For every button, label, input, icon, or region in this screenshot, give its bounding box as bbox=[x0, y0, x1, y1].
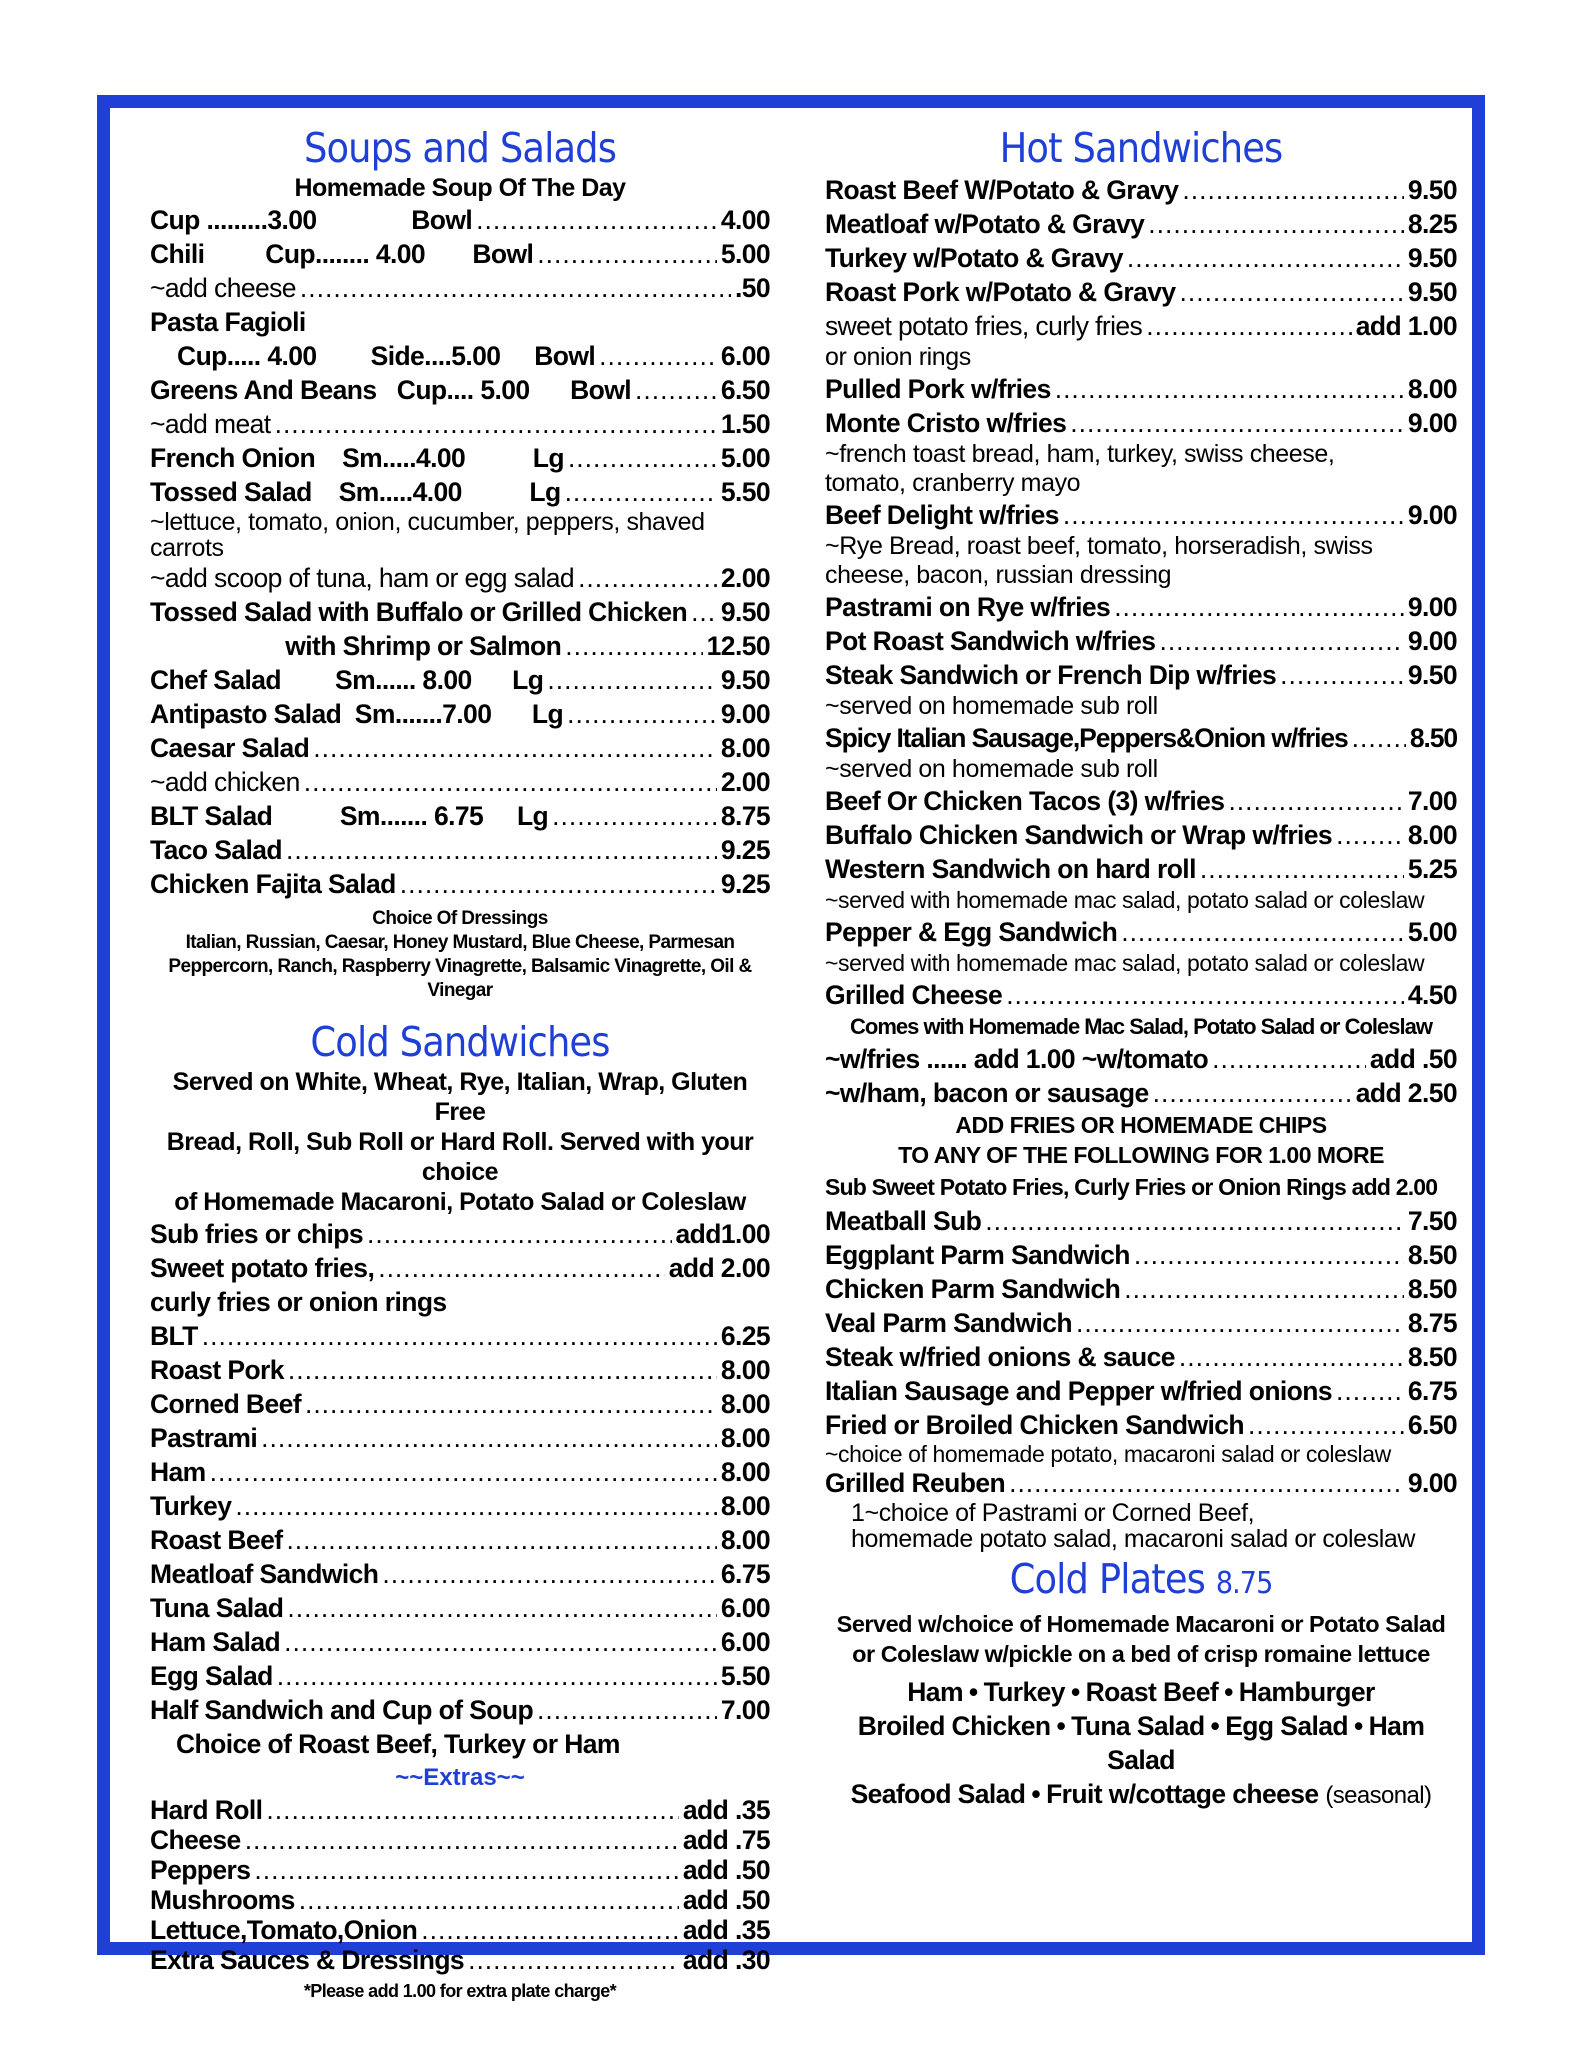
leader-dots bbox=[421, 1915, 679, 1945]
item-price: 8.00 bbox=[720, 733, 770, 763]
leader-dots bbox=[1336, 818, 1404, 852]
item-name: Buffalo Chicken Sandwich or Wrap w/fries bbox=[825, 820, 1333, 850]
leader-dots bbox=[599, 339, 717, 373]
soup-of-day: Homemade Soup Of The Day bbox=[294, 174, 626, 202]
item-name: Chili Cup........ 4.00 Bowl bbox=[150, 239, 534, 269]
menu-item-row bbox=[150, 731, 770, 765]
soups-salads-list bbox=[150, 203, 770, 509]
item-name: Meatloaf Sandwich bbox=[150, 1559, 379, 1589]
item-price: 7.00 bbox=[720, 1695, 770, 1725]
leader-dots bbox=[277, 1659, 717, 1693]
leader-dots bbox=[288, 1353, 717, 1387]
menu-item-row bbox=[150, 271, 770, 305]
item-price: 8.00 bbox=[720, 1389, 770, 1419]
left-column bbox=[150, 123, 770, 2003]
item-price: 5.00 bbox=[720, 239, 770, 269]
menu-item-row bbox=[150, 629, 770, 663]
item-price: add .50 bbox=[682, 1855, 770, 1885]
soups-salads-heading: Soups and Salads bbox=[303, 124, 617, 172]
cold-plate-item: Roast Beef bbox=[1085, 1677, 1219, 1707]
item-name: ~add scoop of tuna, ham or egg salad bbox=[150, 563, 575, 593]
cold-plates-title: Cold Plates bbox=[1009, 1555, 1205, 1603]
item-price: 5.50 bbox=[720, 1661, 770, 1691]
comes-with: Comes with Homemade Mac Salad, Potato Salad or Coleslaw bbox=[850, 1014, 1432, 1039]
leader-dots bbox=[1127, 241, 1404, 275]
sweet-potato-row-2: curly fries or onion rings bbox=[150, 1287, 447, 1317]
item-name: Chicken Parm Sandwich bbox=[825, 1274, 1121, 1304]
menu-item-row bbox=[150, 1825, 770, 1855]
item-name: Beef Or Chicken Tacos (3) w/fries bbox=[825, 786, 1225, 816]
item-price: 9.50 bbox=[720, 597, 770, 627]
leader-dots bbox=[468, 1945, 679, 1975]
extras-list bbox=[150, 1795, 770, 1975]
item-price: 9.25 bbox=[720, 869, 770, 899]
leader-dots bbox=[1124, 1272, 1404, 1306]
menu-item-row bbox=[825, 1306, 1457, 1340]
reuben-note-1: 1~choice of Pastrami or Corned Beef, bbox=[851, 1499, 1255, 1527]
leader-dots bbox=[1280, 658, 1404, 692]
bullet-separator: • bbox=[1056, 1711, 1066, 1741]
menu-item-row bbox=[825, 275, 1457, 309]
item-price: 8.75 bbox=[720, 801, 770, 831]
menu-item-row bbox=[825, 1272, 1457, 1306]
dressings-line-2: Peppercorn, Ranch, Raspberry Vinagrette, Balsamic Vinagrette, Oil & Vinegar bbox=[168, 956, 752, 1001]
item-name: Caesar Salad bbox=[150, 733, 310, 763]
dressings-line-1: Italian, Russian, Caesar, Honey Mustard, Blue Cheese, Parmesan bbox=[185, 932, 735, 953]
item-name: Steak w/fried onions & sauce bbox=[825, 1342, 1175, 1372]
menu-item-row bbox=[825, 818, 1457, 852]
item-name: Antipasto Salad Sm.......7.00 Lg bbox=[150, 699, 564, 729]
item-name: with Shrimp or Salmon bbox=[150, 631, 562, 661]
extras-footnote: *Please add 1.00 for extra plate charge* bbox=[303, 1981, 617, 2001]
item-price: 6.00 bbox=[720, 1627, 770, 1657]
leader-dots bbox=[1179, 275, 1403, 309]
cold-intro-1: Served on White, Wheat, Rye, Italian, Wrap, Gluten Free bbox=[172, 1068, 748, 1126]
menu-item-row bbox=[150, 441, 770, 475]
leader-dots bbox=[202, 1319, 717, 1353]
item-name: Cup .........3.00 Bowl bbox=[150, 205, 473, 235]
menu-item-row bbox=[150, 765, 770, 799]
item-name: Turkey bbox=[150, 1491, 232, 1521]
bullet-separator: • bbox=[968, 1677, 978, 1707]
menu-item-row bbox=[150, 1855, 770, 1885]
leader-dots bbox=[305, 1387, 717, 1421]
cold-plate-item: Seafood Salad bbox=[850, 1779, 1026, 1809]
menu-item-row bbox=[825, 1238, 1457, 1272]
half-sandwich-choice: Choice of Roast Beef, Turkey or Ham bbox=[176, 1729, 620, 1759]
leader-dots bbox=[547, 663, 716, 697]
menu-item-row bbox=[150, 475, 770, 509]
mac-note-2: ~served with homemade mac salad, potato salad or coleslaw bbox=[825, 950, 1425, 976]
leader-dots bbox=[210, 1455, 717, 1489]
item-price: 6.00 bbox=[720, 1593, 770, 1623]
item-name: Cheese bbox=[150, 1825, 241, 1855]
cold-sandwich-list bbox=[150, 1319, 770, 1727]
item-price: add .30 bbox=[682, 1945, 770, 1975]
item-price: 2.00 bbox=[720, 563, 770, 593]
cold-plates-intro-2: or Coleslaw w/pickle on a bed of crisp romaine lettuce bbox=[852, 1641, 1430, 1667]
cold-plate-item: Ham Salad bbox=[1107, 1711, 1425, 1775]
item-price: add .35 bbox=[682, 1795, 770, 1825]
leader-dots bbox=[382, 1557, 716, 1591]
beef-note-2: cheese, bacon, russian dressing bbox=[825, 561, 1172, 589]
pulled-pork-row: Pulled Pork w/fries ..... 8.00 bbox=[825, 372, 1457, 406]
bullet-separator: • bbox=[1031, 1779, 1041, 1809]
cold-plate-item: Tuna Salad bbox=[1071, 1711, 1205, 1741]
leader-dots bbox=[1148, 207, 1404, 241]
w-fries-row: ~w/fries ...... add 1.00 ~w/tomato ..... add .50 bbox=[825, 1042, 1457, 1076]
item-price: 8.00 bbox=[1407, 820, 1457, 850]
item-price: 9.00 bbox=[1407, 592, 1457, 622]
item-name: Pastrami bbox=[150, 1423, 258, 1453]
menu-item-row bbox=[825, 784, 1457, 818]
grilled-cheese-row: Grilled Cheese ..... 4.50 bbox=[825, 978, 1457, 1012]
item-name: Cup..... 4.00 Side....5.00 Bowl bbox=[150, 341, 596, 371]
sweet-potato-row: Sweet potato fries, ..... add 2.00 bbox=[150, 1251, 770, 1285]
item-name: Meatloaf w/Potato & Gravy bbox=[825, 209, 1145, 239]
menu-item-row bbox=[150, 237, 770, 271]
menu-frame bbox=[97, 95, 1485, 2001]
item-name: Tossed Salad with Buffalo or Grilled Chicken bbox=[150, 597, 688, 627]
cold-plate-item: Hamburger bbox=[1238, 1677, 1375, 1707]
menu-item-row bbox=[150, 1387, 770, 1421]
menu-item-row bbox=[825, 1340, 1457, 1374]
item-name: Egg Salad bbox=[150, 1661, 273, 1691]
menu-item-row bbox=[150, 1659, 770, 1693]
leader-dots bbox=[287, 1591, 716, 1625]
item-price: 9.50 bbox=[1407, 277, 1457, 307]
pepper-egg-row: Pepper & Egg Sandwich ..... 5.00 bbox=[825, 915, 1457, 949]
item-name: Turkey w/Potato & Gravy bbox=[825, 243, 1123, 273]
leader-dots bbox=[304, 765, 717, 799]
menu-item-row bbox=[150, 1693, 770, 1727]
item-name: Fried or Broiled Chicken Sandwich bbox=[825, 1410, 1245, 1440]
item-price: 7.00 bbox=[1407, 786, 1457, 816]
sub-sweet-line: Sub Sweet Potato Fries, Curly Fries or Onion Rings add 2.00 bbox=[825, 1174, 1438, 1200]
item-name: Corned Beef bbox=[150, 1389, 301, 1419]
menu-item-row bbox=[150, 1625, 770, 1659]
menu-item-row bbox=[150, 407, 770, 441]
menu-item-row bbox=[150, 697, 770, 731]
leader-dots bbox=[261, 1421, 717, 1455]
item-price: 6.50 bbox=[720, 375, 770, 405]
leader-dots bbox=[985, 1204, 1404, 1238]
leader-dots bbox=[313, 731, 717, 765]
item-price: 8.50 bbox=[1407, 1274, 1457, 1304]
item-name: Greens And Beans Cup.... 5.00 Bowl bbox=[150, 375, 631, 405]
leader-dots bbox=[1200, 852, 1404, 886]
item-name: Half Sandwich and Cup of Soup bbox=[150, 1695, 534, 1725]
sweet-note-2: or onion rings bbox=[825, 343, 971, 371]
item-name: Chicken Fajita Salad bbox=[150, 869, 396, 899]
item-name: ~add meat bbox=[150, 409, 271, 439]
menu-item-row bbox=[825, 173, 1457, 207]
item-name: ~add cheese bbox=[150, 273, 296, 303]
sub-fries-row: Sub fries or chips ..... add1.00 bbox=[150, 1217, 770, 1251]
cold-plates-price: 8.75 bbox=[1215, 1566, 1273, 1601]
item-name: Ham bbox=[150, 1457, 206, 1487]
item-price: 9.25 bbox=[720, 835, 770, 865]
w-ham-row: ~w/ham, bacon or sausage ..... add 2.50 bbox=[825, 1076, 1457, 1110]
item-price: add .35 bbox=[682, 1915, 770, 1945]
monte-note-1: ~french toast bread, ham, turkey, swiss cheese, bbox=[825, 440, 1335, 468]
menu-item-row bbox=[150, 663, 770, 697]
leader-dots bbox=[1076, 1306, 1404, 1340]
dressings-title: Choice Of Dressings bbox=[372, 908, 548, 929]
menu-item-row bbox=[150, 1795, 770, 1825]
beef-delight-row: Beef Delight w/fries ..... 9.00 bbox=[825, 498, 1457, 532]
menu-item-row bbox=[150, 1421, 770, 1455]
item-name: Hard Roll bbox=[150, 1795, 263, 1825]
menu-item-row bbox=[150, 1915, 770, 1945]
leader-dots bbox=[1134, 1238, 1404, 1272]
leader-dots bbox=[1182, 173, 1403, 207]
item-price: 8.00 bbox=[720, 1423, 770, 1453]
item-price: 9.50 bbox=[720, 665, 770, 695]
menu-item-row bbox=[825, 1408, 1457, 1442]
add-fries-1: ADD FRIES OR HOMEMADE CHIPS bbox=[955, 1112, 1327, 1138]
item-name: Steak Sandwich or French Dip w/fries bbox=[825, 660, 1277, 690]
menu-item-row bbox=[150, 1455, 770, 1489]
sub-roll-note-1: ~served on homemade sub roll bbox=[825, 692, 1158, 720]
hot-list-3 bbox=[825, 784, 1457, 886]
menu-item-row bbox=[150, 1353, 770, 1387]
cold-plate-item: Turkey bbox=[983, 1677, 1065, 1707]
item-name: Veal Parm Sandwich bbox=[825, 1308, 1072, 1338]
cold-plate-item: Fruit w/cottage cheese bbox=[1046, 1779, 1319, 1809]
item-price: 4.00 bbox=[720, 205, 770, 235]
bullet-separator: • bbox=[1353, 1711, 1363, 1741]
menu-item-row bbox=[825, 624, 1457, 658]
item-price: 8.00 bbox=[720, 1491, 770, 1521]
item-price: add .50 bbox=[682, 1885, 770, 1915]
item-name: Peppers bbox=[150, 1855, 251, 1885]
item-name: Eggplant Parm Sandwich bbox=[825, 1240, 1130, 1270]
monte-cristo-row: Monte Cristo w/fries ..... 9.00 bbox=[825, 406, 1457, 440]
menu-item-row bbox=[150, 1319, 770, 1353]
menu-item-row bbox=[150, 203, 770, 237]
item-price: 9.50 bbox=[1407, 175, 1457, 205]
menu-item-row bbox=[150, 1557, 770, 1591]
item-price: 8.75 bbox=[1407, 1308, 1457, 1338]
leader-dots bbox=[299, 1885, 679, 1915]
menu-item-row bbox=[150, 595, 770, 629]
item-price: 7.50 bbox=[1407, 1206, 1457, 1236]
item-price: 6.75 bbox=[1407, 1376, 1457, 1406]
menu-item-row bbox=[825, 852, 1457, 886]
menu-item-row bbox=[150, 339, 770, 373]
item-price: 6.75 bbox=[720, 1559, 770, 1589]
cold-intro-3: of Homemade Macaroni, Potato Salad or Coleslaw bbox=[174, 1188, 746, 1216]
menu-item-row bbox=[150, 305, 770, 339]
item-price: add .75 bbox=[682, 1825, 770, 1855]
item-price: 8.00 bbox=[720, 1355, 770, 1385]
item-price: 8.00 bbox=[720, 1525, 770, 1555]
menu-item-row bbox=[150, 799, 770, 833]
add-fries-2: TO ANY OF THE FOLLOWING FOR 1.00 MORE bbox=[898, 1142, 1384, 1168]
item-name: Tossed Salad Sm.....4.00 Lg bbox=[150, 477, 561, 507]
salads-list bbox=[150, 561, 770, 901]
menu-item-row bbox=[150, 833, 770, 867]
menu-item-row bbox=[150, 1591, 770, 1625]
leader-dots bbox=[235, 1489, 716, 1523]
item-name: Western Sandwich on hard roll bbox=[825, 854, 1196, 884]
tossed-salad-note: ~lettuce, tomato, onion, cucumber, peppers, shaved carrots bbox=[150, 508, 705, 562]
item-name: Chef Salad Sm...... 8.00 Lg bbox=[150, 665, 544, 695]
item-price: 8.25 bbox=[1407, 209, 1457, 239]
leader-dots bbox=[568, 441, 717, 475]
sweet-note-row: sweet potato fries, curly fries ..... add 1.00 bbox=[825, 309, 1457, 343]
leader-dots bbox=[552, 799, 717, 833]
leader-dots bbox=[476, 203, 717, 237]
item-price: 9.50 bbox=[1407, 243, 1457, 273]
item-name: Pasta Fagioli bbox=[150, 307, 306, 337]
menu-item-row bbox=[150, 1945, 770, 1975]
leader-dots bbox=[537, 237, 717, 271]
item-price: 12.50 bbox=[706, 631, 770, 661]
leader-dots bbox=[275, 407, 717, 441]
item-name: Pot Roast Sandwich w/fries bbox=[825, 626, 1156, 656]
item-price: 5.25 bbox=[1407, 854, 1457, 884]
menu-item-row bbox=[150, 1885, 770, 1915]
leader-dots bbox=[286, 1523, 716, 1557]
cold-sandwiches-heading: Cold Sandwiches bbox=[310, 1018, 610, 1066]
item-name: Roast Beef bbox=[150, 1525, 283, 1555]
leader-dots bbox=[565, 475, 717, 509]
cold-plates-heading bbox=[857, 1554, 1426, 1609]
item-name: ~add chicken bbox=[150, 767, 300, 797]
item-name: Extra Sauces & Dressings bbox=[150, 1945, 465, 1975]
item-name: French Onion Sm.....4.00 Lg bbox=[150, 443, 564, 473]
item-name: Mushrooms bbox=[150, 1885, 295, 1915]
cold-plate-item: Egg Salad bbox=[1225, 1711, 1348, 1741]
leader-dots bbox=[266, 1795, 678, 1825]
leader-dots bbox=[400, 867, 717, 901]
cold-plates-line-3 bbox=[825, 1777, 1457, 1813]
menu-item-row bbox=[825, 590, 1457, 624]
leader-dots bbox=[565, 629, 702, 663]
seasonal-label: (seasonal) bbox=[1325, 1782, 1432, 1809]
item-name: BLT Salad Sm....... 6.75 Lg bbox=[150, 801, 549, 831]
item-price: 9.00 bbox=[1407, 626, 1457, 656]
item-price: 9.00 bbox=[720, 699, 770, 729]
choice-note: ~choice of homemade potato, macaroni salad or coleslaw bbox=[825, 1441, 1391, 1467]
item-name: Pastrami on Rye w/fries bbox=[825, 592, 1111, 622]
hot-list-2 bbox=[825, 590, 1457, 692]
bullet-separator: • bbox=[1224, 1677, 1233, 1707]
item-price: 8.00 bbox=[720, 1457, 770, 1487]
menu-item-row bbox=[825, 1374, 1457, 1408]
spicy-sausage-row: Spicy Italian Sausage,Peppers&Onion w/fries ..... 8.50 bbox=[825, 721, 1457, 755]
bullet-separator: • bbox=[1210, 1711, 1220, 1741]
hot-sandwiches-heading: Hot Sandwiches bbox=[999, 124, 1283, 172]
item-name: Tuna Salad bbox=[150, 1593, 284, 1623]
leader-dots bbox=[1159, 624, 1403, 658]
leader-dots bbox=[578, 561, 717, 595]
cold-plates-line-1 bbox=[825, 1675, 1457, 1709]
extras-heading: ~~Extras~~ bbox=[395, 1764, 525, 1791]
leader-dots bbox=[567, 697, 717, 731]
item-name: Italian Sausage and Pepper w/fried onions bbox=[825, 1376, 1332, 1406]
menu-item-row bbox=[150, 373, 770, 407]
item-price: 5.50 bbox=[720, 477, 770, 507]
menu-item-row bbox=[825, 241, 1457, 275]
grilled-reuben-row: Grilled Reuben ..... 9.00 bbox=[825, 1466, 1457, 1500]
leader-dots bbox=[1114, 590, 1404, 624]
cold-intro-2: Bread, Roll, Sub Roll or Hard Roll. Served with your choice bbox=[166, 1128, 754, 1186]
item-name: Taco Salad bbox=[150, 835, 282, 865]
menu-item-row bbox=[150, 561, 770, 595]
leader-dots bbox=[1228, 784, 1403, 818]
item-price: 8.50 bbox=[1407, 1342, 1457, 1372]
leader-dots bbox=[254, 1855, 678, 1885]
menu-item-row bbox=[150, 1523, 770, 1557]
item-name: Roast Pork w/Potato & Gravy bbox=[825, 277, 1176, 307]
hot-list-1 bbox=[825, 173, 1457, 309]
leader-dots bbox=[1179, 1340, 1404, 1374]
item-price: 8.50 bbox=[1407, 1240, 1457, 1270]
cold-plate-item: Ham bbox=[907, 1677, 963, 1707]
cold-plate-item: Broiled Chicken bbox=[857, 1711, 1051, 1741]
menu-item-row bbox=[825, 1204, 1457, 1238]
leader-dots bbox=[286, 833, 717, 867]
menu-item-row bbox=[150, 867, 770, 901]
item-name: Meatball Sub bbox=[825, 1206, 982, 1236]
cold-plates-intro-1: Served w/choice of Homemade Macaroni or Potato Salad bbox=[836, 1611, 1446, 1637]
item-name: Roast Beef W/Potato & Gravy bbox=[825, 175, 1179, 205]
item-price: 9.50 bbox=[1407, 660, 1457, 690]
cold-plates-line-2 bbox=[825, 1709, 1457, 1777]
leader-dots bbox=[537, 1693, 717, 1727]
leader-dots bbox=[1336, 1374, 1404, 1408]
leader-dots bbox=[245, 1825, 679, 1855]
leader-dots bbox=[284, 1625, 717, 1659]
right-column bbox=[825, 123, 1457, 1813]
leader-dots bbox=[300, 271, 731, 305]
sub-roll-note-2: ~served on homemade sub roll bbox=[825, 755, 1158, 783]
reuben-note-2: homemade potato salad, macaroni salad or coleslaw bbox=[851, 1525, 1416, 1553]
item-name: BLT bbox=[150, 1321, 198, 1351]
item-price: 2.00 bbox=[720, 767, 770, 797]
item-price: 6.25 bbox=[720, 1321, 770, 1351]
item-price: 5.00 bbox=[720, 443, 770, 473]
hot-list-4 bbox=[825, 1204, 1457, 1442]
item-name: Roast Pork bbox=[150, 1355, 284, 1385]
item-price: 1.50 bbox=[720, 409, 770, 439]
mac-note-1: ~served with homemade mac salad, potato salad or coleslaw bbox=[825, 887, 1425, 913]
bullet-separator: • bbox=[1070, 1677, 1080, 1707]
item-price: .50 bbox=[734, 273, 770, 303]
monte-note-2: tomato, cranberry mayo bbox=[825, 469, 1081, 497]
item-price: 6.50 bbox=[1407, 1410, 1457, 1440]
leader-dots bbox=[691, 595, 717, 629]
leader-dots bbox=[1248, 1408, 1404, 1442]
leader-dots bbox=[635, 373, 717, 407]
item-price: 6.00 bbox=[720, 341, 770, 371]
menu-item-row bbox=[825, 658, 1457, 692]
item-name: Ham Salad bbox=[150, 1627, 281, 1657]
menu-item-row bbox=[150, 1489, 770, 1523]
menu-item-row bbox=[825, 207, 1457, 241]
item-name: Lettuce,Tomato,Onion bbox=[150, 1915, 418, 1945]
beef-note-1: ~Rye Bread, roast beef, tomato, horseradish, swiss bbox=[825, 532, 1373, 560]
